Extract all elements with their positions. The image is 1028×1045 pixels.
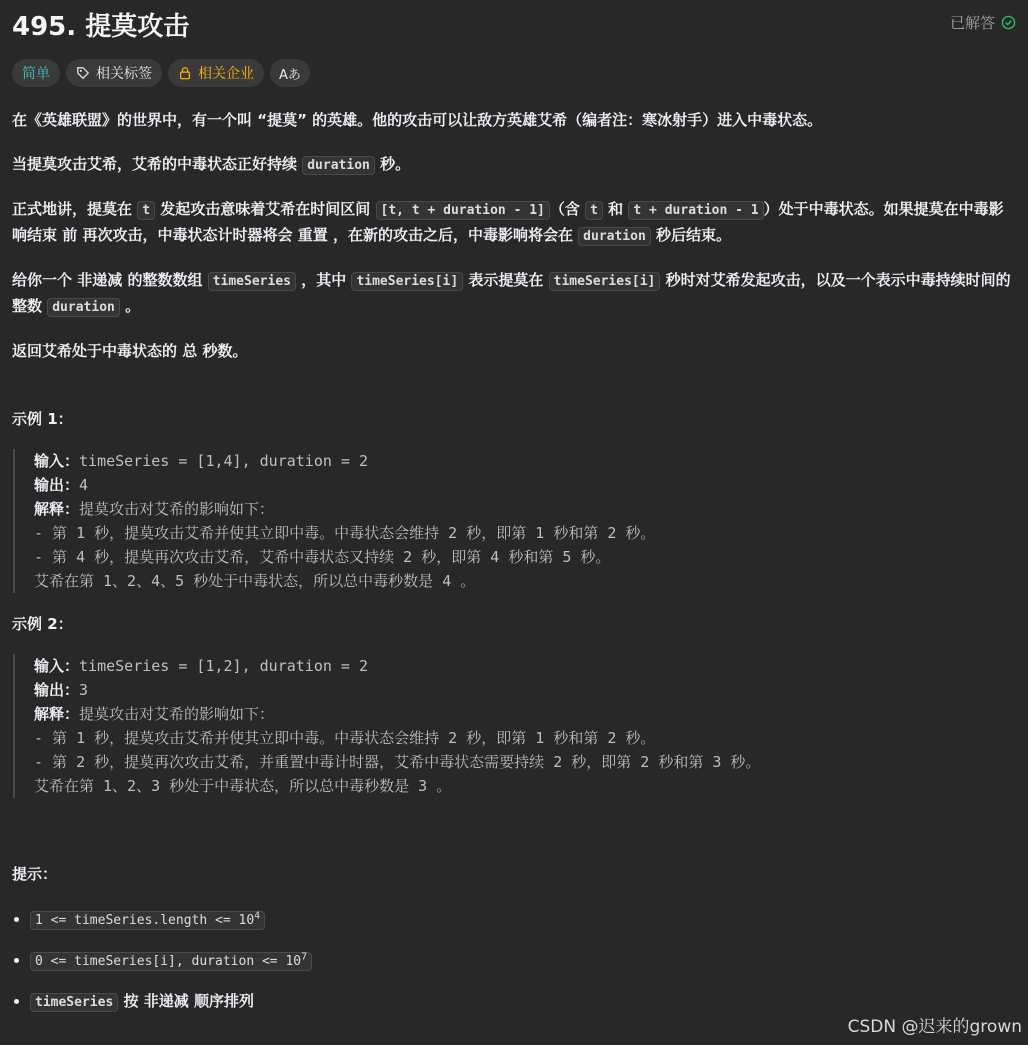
description-text: 返回艾希处于中毒状态的 — [12, 342, 183, 360]
problem-description — [12, 108, 1016, 1015]
related-companies-label: 相关企业 — [198, 66, 254, 82]
watermark: CSDN @迟来的grown — [847, 1017, 1022, 1037]
description-text: ，在新的攻击之后，中毒影响将会在 — [327, 226, 579, 244]
difficulty-badge[interactable] — [12, 59, 60, 87]
description-text: （含 — [549, 200, 586, 218]
example-block — [13, 449, 1016, 593]
explain-detail: - 第 4 秒，提莫再次攻击艾希，艾希中毒状态又持续 2 秒，即第 4 秒和第 5 秒。 — [34, 548, 611, 566]
description-text: 当提莫攻击艾希，艾希的中毒状态正好持续 — [12, 155, 303, 173]
example-input-line — [34, 449, 1016, 473]
emphasis-text: 前 — [62, 226, 78, 244]
inline-code: duration — [578, 227, 651, 246]
description-paragraph — [12, 108, 1016, 133]
explain-label: 解释： — [34, 705, 80, 723]
example-explain-line — [34, 702, 1016, 726]
explain-detail: - 第 1 秒，提莫攻击艾希并使其立即中毒。中毒状态会维持 2 秒，即第 1 秒和第 2 秒。 — [34, 729, 656, 747]
constraint-text: 顺序排列 — [188, 992, 254, 1010]
emphasis-text: 总 — [182, 342, 198, 360]
inline-code: t — [585, 201, 603, 220]
description-text: 。 — [119, 297, 141, 315]
emphasis-text: 非递减 — [77, 271, 123, 289]
problem-title[interactable]: 495. 提莫攻击 — [12, 12, 190, 42]
solved-status — [950, 12, 1016, 33]
constraint-text: 0 <= timeSeries[i], duration <= 10 — [35, 954, 302, 969]
related-tags-label: 相关标签 — [96, 66, 152, 82]
inline-code: timeSeries — [208, 272, 296, 291]
description-text: 秒数。 — [197, 342, 248, 360]
description-paragraph — [12, 152, 1016, 178]
description-text: 秒时对艾希发起攻击，以及一个表示中毒持续时间的整数 — [12, 271, 1011, 315]
example-explain-line — [34, 497, 1016, 521]
description-text: 给你一个 — [12, 271, 78, 289]
inline-code — [30, 911, 265, 930]
input-label: 输入： — [34, 657, 80, 675]
example-output: 4 — [79, 476, 89, 494]
example-heading: 示例 2： — [12, 615, 73, 633]
inline-code: timeSeries[i] — [351, 272, 463, 291]
description-text: 的整数数组 — [122, 271, 208, 289]
description-text: 秒后结束。 — [650, 226, 732, 244]
description-text: 秒。 — [374, 155, 411, 173]
superscript: 7 — [301, 951, 308, 963]
example-output: 3 — [79, 681, 89, 699]
inline-code: duration — [302, 156, 375, 175]
inline-code — [30, 952, 312, 971]
constraint-item — [30, 907, 1016, 933]
description-paragraph — [12, 268, 1016, 320]
description-text: ，其中 — [295, 271, 352, 289]
inline-code: [t, t + duration - 1] — [376, 201, 550, 220]
translate-icon: Aあ — [279, 67, 301, 83]
inline-code: duration — [47, 298, 120, 317]
example-output-line — [34, 473, 1016, 497]
description-text: 发起攻击意味着艾希在时间区间 — [155, 200, 376, 218]
description-paragraph — [12, 197, 1016, 249]
explain-detail: 艾希在第 1、2、3 秒处于中毒状态，所以总中毒秒数是 3 。 — [34, 777, 452, 795]
description-text: 和 — [602, 200, 629, 218]
related-companies-button[interactable] — [168, 59, 264, 87]
constraints-list — [12, 907, 1016, 1015]
constraint-item — [30, 948, 1016, 974]
description-text: 再次攻击，中毒状态计时器将会 — [77, 226, 298, 244]
description-text: 正式地讲，提莫在 — [12, 200, 138, 218]
example-block — [13, 654, 1016, 798]
output-label: 输出： — [34, 476, 80, 494]
explain-detail: 艾希在第 1、2、4、5 秒处于中毒状态，所以总中毒秒数是 4 。 — [34, 572, 476, 590]
example-explain: 提莫攻击对艾希的影响如下： — [79, 500, 275, 518]
inline-code: t — [137, 201, 155, 220]
superscript: 4 — [254, 910, 261, 922]
solved-label: 已解答 — [949, 14, 995, 32]
difficulty-label: 简单 — [22, 66, 50, 82]
explain-detail: - 第 2 秒，提莫再次攻击艾希，并重置中毒计时器，艾希中毒状态需要持续 2 秒，即第 2 秒和第 3 秒。 — [34, 753, 761, 771]
inline-code: timeSeries — [30, 993, 118, 1012]
input-label: 输入： — [34, 452, 80, 470]
output-label: 输出： — [34, 681, 80, 699]
constraint-text: 按 — [118, 992, 144, 1010]
description-paragraph — [12, 339, 1016, 364]
description-text: ）处于中毒状态。如果提莫在中毒影响结束 — [12, 200, 1004, 244]
tag-bar — [12, 59, 310, 87]
lock-icon — [178, 66, 192, 80]
example-output-line — [34, 678, 1016, 702]
explain-label: 解释： — [34, 500, 80, 518]
example-input: timeSeries = [1,2], duration = 2 — [79, 657, 368, 675]
example-input-line — [34, 654, 1016, 678]
emphasis-text: 重置 — [297, 226, 328, 244]
emphasis-text: 非递减 — [143, 992, 189, 1010]
explain-detail: - 第 1 秒，提莫攻击艾希并使其立即中毒。中毒状态会维持 2 秒，即第 1 秒和第 2 秒。 — [34, 524, 656, 542]
example-input: timeSeries = [1,4], duration = 2 — [79, 452, 368, 470]
check-circle-icon — [1001, 15, 1016, 30]
inline-code: t + duration - 1 — [628, 201, 763, 220]
inline-code: timeSeries[i] — [549, 272, 661, 291]
constraints-heading: 提示： — [12, 865, 58, 883]
example-explain: 提莫攻击对艾希的影响如下： — [79, 705, 275, 723]
example-heading: 示例 1： — [12, 410, 73, 428]
font-toggle-button[interactable] — [270, 59, 310, 87]
title-row — [12, 4, 1016, 40]
description-text: 表示提莫在 — [463, 271, 549, 289]
description-text: 在《英雄联盟》的世界中，有一个叫 “提莫” 的英雄。他的攻击可以让敌方英雄艾希（编者注：寒冰射手）进入中毒状态。 — [12, 111, 823, 129]
tag-icon — [76, 66, 90, 80]
constraint-text: 1 <= timeSeries.length <= 10 — [35, 913, 255, 928]
related-tags-button[interactable] — [66, 59, 162, 87]
